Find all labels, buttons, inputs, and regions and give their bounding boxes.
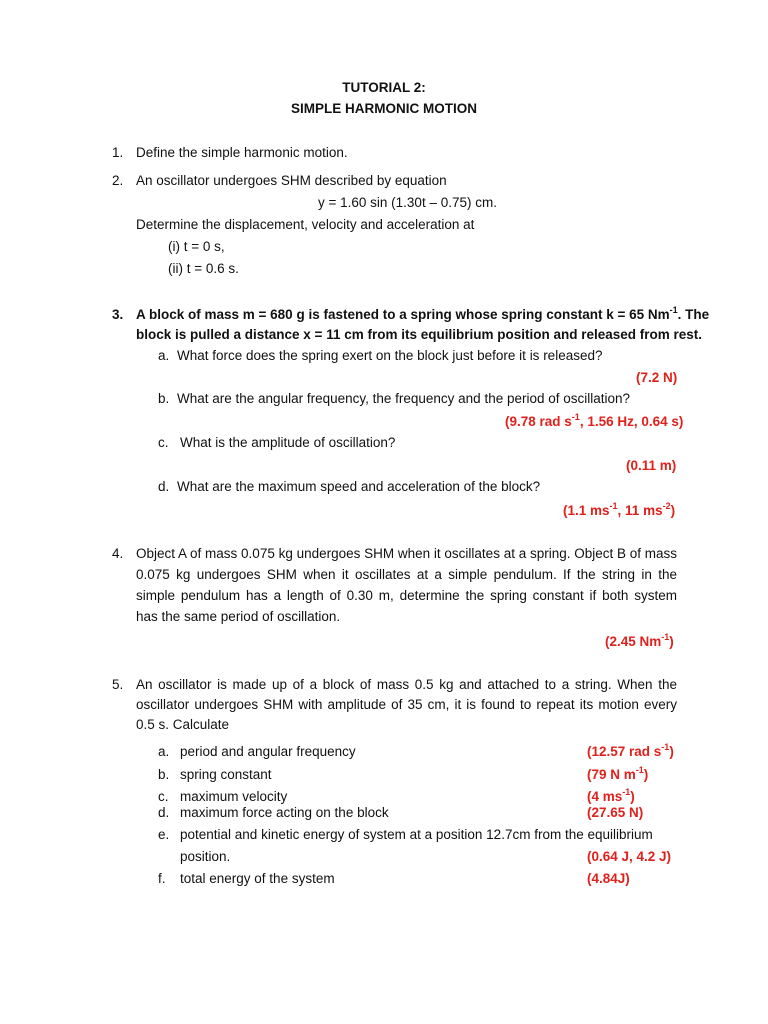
question-5c-label: c. — [158, 789, 169, 804]
question-3c-text: What is the amplitude of oscillation? — [180, 435, 396, 450]
question-3b-answer: (9.78 rad $s^{-1}$, 1.56 Hz, 0.64 s) — [505, 412, 684, 429]
question-5-line-3: 0.5 s. Calculate — [136, 717, 230, 732]
question-5e-label: e. — [158, 827, 170, 842]
question-5b-text: spring constant — [180, 767, 272, 782]
question-3b-label: b. — [158, 391, 170, 406]
question-3-number: 3. — [112, 307, 124, 322]
question-5e-answer: (0.64 J, 4.2 J) — [587, 849, 672, 864]
question-5a-answer: (12.57 rad $s^{-1}$) — [587, 742, 674, 759]
question-5d-text: maximum force acting on the block — [180, 805, 389, 820]
question-3c-label: c. — [158, 435, 169, 450]
question-5b-label: b. — [158, 767, 170, 782]
question-4-answer: (2.45 $Nm^{-1}$) — [605, 632, 674, 649]
question-5a-label: a. — [158, 744, 170, 759]
question-2-part-i: (i) t = 0 s, — [168, 239, 225, 254]
question-3d-text: What are the maximum speed and acceleration of the block? — [177, 479, 541, 494]
question-5c-text: maximum velocity — [180, 789, 288, 804]
question-4-line-2: 0.075 kg undergoes SHM when it oscillates at a simple pendulum. If the string in the — [136, 567, 677, 582]
question-4-line-1: Object A of mass 0.075 kg undergoes SHM when it oscillates at a spring. Object B of mass — [136, 546, 678, 561]
question-2-equation: y = 1.60 sin (1.30t – 0.75) cm. — [318, 195, 497, 210]
question-3a-text: What force does the spring exert on the block just before it is released? — [177, 348, 603, 363]
question-1-number: 1. — [112, 145, 124, 160]
question-2-part-ii: (ii) t = 0.6 s. — [168, 261, 239, 276]
question-4-line-3: simple pendulum has a length of 0.30 m, determine the spring constant if both system — [136, 588, 677, 603]
question-5-line-2: oscillator undergoes SHM with amplitude of 35 cm, it is found to repeat its motion every — [136, 697, 677, 712]
question-2-number: 2. — [112, 173, 124, 188]
question-3c-answer: (0.11 m) — [626, 458, 677, 473]
question-3d-label: d. — [158, 479, 170, 494]
question-5e-text-continued: position. — [180, 849, 231, 864]
question-5a-text: period and angular frequency — [180, 744, 356, 759]
question-5d-answer: (27.65 N) — [587, 805, 644, 820]
question-3a-answer: (7.2 N) — [636, 370, 678, 385]
question-5f-text: total energy of the system — [180, 871, 335, 886]
question-3b-text: What are the angular frequency, the frequency and the period of oscillation? — [177, 391, 631, 406]
page-title: TUTORIAL 2: — [342, 80, 426, 95]
question-5f-answer: (4.84J) — [587, 871, 630, 886]
page-subtitle: SIMPLE HARMONIC MOTION — [291, 101, 477, 116]
question-3d-answer: (1.1 $ms^{-1}$, 11 $ms^{-2}$) — [563, 501, 676, 518]
question-5f-label: f. — [158, 871, 166, 886]
question-3-line-1: A block of mass m = 680 g is fastened to a spring whose spring constant k = 65 $Nm^{-1}$. The — [136, 305, 710, 322]
question-5b-answer: (79 N $m^{-1}$) — [587, 765, 649, 782]
question-3-line-2: block is pulled a distance x = 11 cm from its equilibrium position and released from rest. — [136, 327, 703, 342]
question-5c-answer: (4 $ms^{-1}$) — [587, 787, 635, 804]
question-5d-label: d. — [158, 805, 170, 820]
question-4-line-4: has the same period of oscillation. — [136, 609, 341, 624]
question-5e-text: potential and kinetic energy of system at a position 12.7cm from the equilibrium — [180, 827, 653, 842]
question-5-line-1: An oscillator is made up of a block of mass 0.5 kg and attached to a string. When the — [136, 677, 677, 692]
question-3a-label: a. — [158, 348, 170, 363]
question-5-number: 5. — [112, 677, 124, 692]
question-4-number: 4. — [112, 546, 124, 561]
question-2-line-1: An oscillator undergoes SHM described by equation — [136, 173, 447, 188]
question-1-text: Define the simple harmonic motion. — [136, 145, 348, 160]
question-2-line-2: Determine the displacement, velocity and acceleration at — [136, 217, 475, 232]
